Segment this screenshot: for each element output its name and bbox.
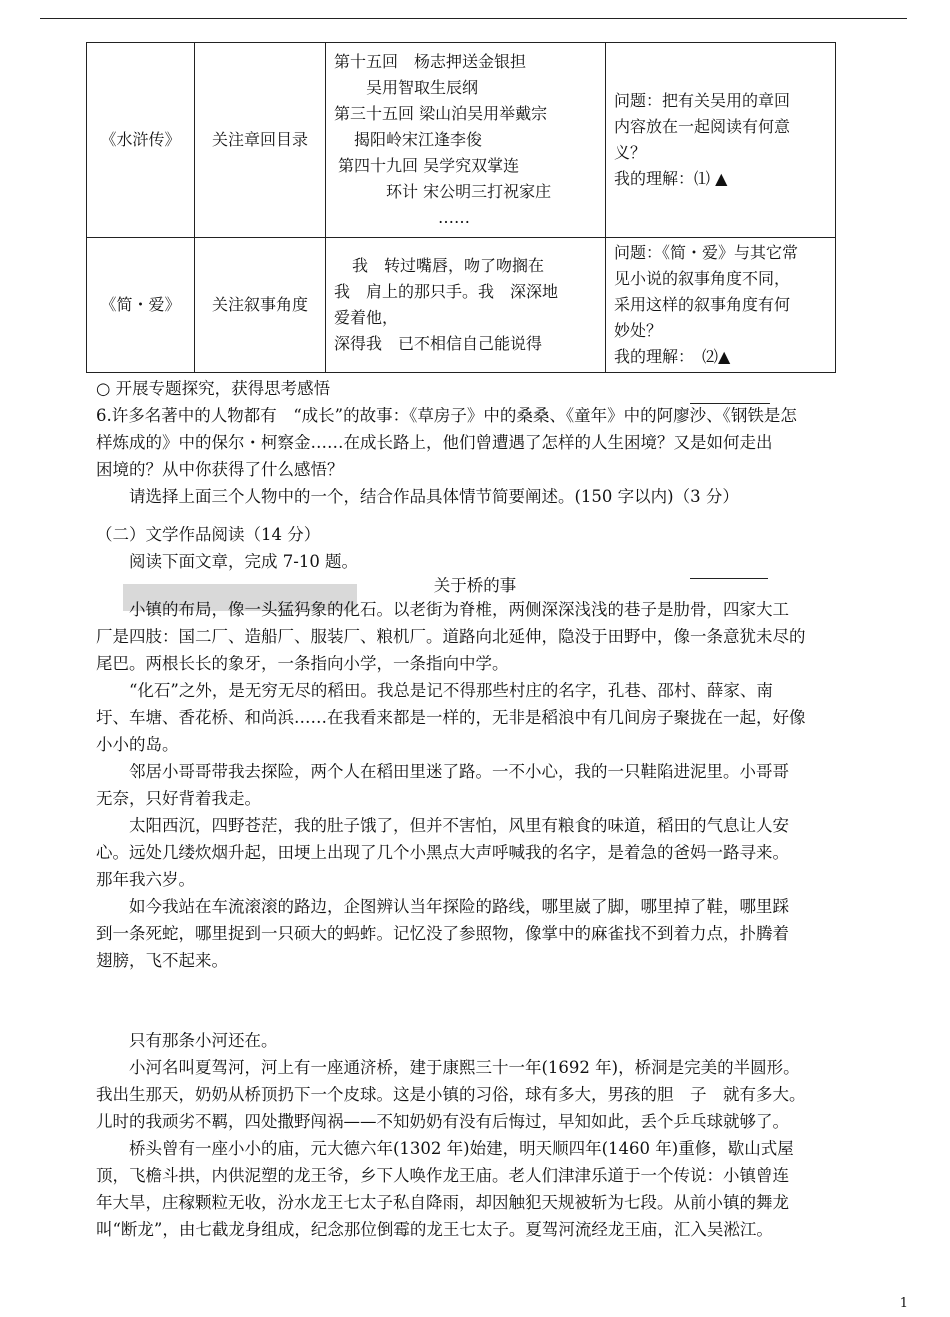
paragraph-line: 我出生那天，奶奶从桥顶扔下一个皮球。这是小镇的习俗，球有多大，男孩的胆 子 就有多大。: [96, 1085, 806, 1104]
part-2-instruction: 阅读下面文章，完成 7-10 题。: [129, 552, 359, 571]
question-line: 问题：《简・爱》与其它常: [614, 243, 799, 262]
paragraph-line: 到一条死蛇，哪里捉到一只硕大的蚂蚱。记忆没了参照物，像掌中的麻雀找不到着力点，扑腾着: [96, 924, 789, 943]
reading-guide-table: [86, 42, 836, 373]
part-2-heading: （二）文学作品阅读（14 分）: [96, 525, 321, 544]
table-row: [87, 238, 836, 373]
header-rule: [40, 18, 907, 19]
article-body-1: [96, 596, 856, 974]
part-2-header: [96, 521, 856, 575]
paragraph-line: 如今我站在车流滚滚的路边，企图辨认当年探险的路线，哪里崴了脚，哪里掉了鞋，哪里踩: [129, 897, 789, 916]
paragraph-line: 太阳西沉，四野苍茫，我的肚子饿了，但并不害怕，风里有粮食的味道，稻田的气息让人安: [129, 816, 789, 835]
question-6-block: [96, 375, 856, 510]
question-6-line: 6.许多名著中的人物都有 “成长”的故事：《草房子》中的桑桑、《童年》中的阿廖沙、《钢铁是怎: [96, 406, 797, 425]
question-line: 采用这样的叙事角度有何: [614, 295, 791, 314]
chapter-line: 揭阳岭宋江逢李俊: [354, 130, 483, 149]
chapter-line: ……: [438, 208, 470, 227]
chapter-line: 第十五回 杨志押送金银担: [334, 52, 527, 71]
article-body-2: [96, 1027, 856, 1243]
focus-cell: 关注章回目录: [195, 43, 326, 238]
quote-line: 我 肩上的那只手。我 深深地: [334, 282, 559, 301]
chapter-list-cell: [326, 43, 606, 238]
question-line: 义？: [614, 143, 647, 162]
paragraph-line: 翅膀，飞不起来。: [96, 951, 228, 970]
answer-rule: [690, 403, 770, 404]
question-6-line: 样炼成的》中的保尔・柯察金……在成长路上，他们曾遭遇了怎样的人生困境？又是如何走出: [96, 433, 773, 452]
question-line: 内容放在一起阅读有何意: [614, 117, 791, 136]
paragraph-line: 桥头曾有一座小小的庙，元大德六年(1302 年)始建，明天顺四年(1460 年)重修，歇山式屋: [129, 1139, 794, 1158]
question-6-line: 困境的？从中你获得了什么感悟？: [96, 460, 344, 479]
paragraph-line: 小镇的布局，像一头猛犸象的化石。以老街为脊椎，两侧深深浅浅的巷子是肋骨，四家大工: [129, 600, 789, 619]
paragraph-line: “化石”之外，是无穷无尽的稻田。我总是记不得那些村庄的名字，孔巷、邵村、薛家、南: [129, 681, 773, 700]
book-cell: 《水浒传》: [87, 43, 195, 238]
question-line: 我的理解：⑴ ▲: [614, 169, 728, 188]
chapter-line: 第三十五回 梁山泊吴用举戴宗: [334, 104, 548, 123]
question-line: 妙处？: [614, 321, 663, 340]
paragraph-line: 邻居小哥哥带我去探险，两个人在稻田里迷了路。一不小心，我的一只鞋陷进泥里。小哥哥: [129, 762, 789, 781]
section-heading: ○ 开展专题探究，获得思考感悟: [96, 379, 331, 398]
chapter-line: 吴用智取生辰纲: [366, 78, 479, 97]
question-line: 见小说的叙事角度不同，: [614, 269, 791, 288]
book-cell: 《简・爱》: [87, 238, 195, 373]
paragraph-line: 儿时的我顽劣不羁，四处撒野闯祸——不知奶奶有没有后悔过，早知如此，丢个乒乓球就够了。: [96, 1112, 789, 1131]
quote-line: 我 转过嘴唇，吻了吻搁在: [352, 256, 545, 275]
paragraph-line: 无奈，只好背着我走。: [96, 789, 261, 808]
paragraph-line: 尾巴。两根长长的象牙，一条指向小学，一条指向中学。: [96, 654, 509, 673]
question-line: 问题：把有关吴用的章回: [614, 91, 791, 110]
paragraph-line: 小河名叫夏驾河，河上有一座通济桥，建于康熙三十一年(1692 年)，桥洞是完美的半圆形。: [129, 1058, 800, 1077]
quote-line: 深得我 已不相信自己能说得: [334, 334, 543, 353]
paragraph-line: 那年我六岁。: [96, 870, 195, 889]
paragraph-line: 顶，飞檐斗拱，内供泥塑的龙王爷，乡下人唤作龙王庙。老人们津津乐道于一个传说：小镇曾连: [96, 1166, 789, 1185]
title-rule: [690, 578, 768, 579]
paragraph-line: 圩、车塘、香花桥、和尚浜……在我看来都是一样的，无非是稻浪中有几间房子聚拢在一起，好像: [96, 708, 806, 727]
article-title: 关于桥的事: [433, 576, 517, 595]
paragraph-line: 只有那条小河还在。: [129, 1031, 278, 1050]
paragraph-line: 小小的岛。: [96, 735, 179, 754]
question-cell: [606, 238, 836, 373]
question-cell: [606, 43, 836, 238]
paragraph-line: 心。远处几缕炊烟升起，田埂上出现了几个小黑点大声呼喊我的名字，是着急的爸妈一路寻来。: [96, 843, 789, 862]
chapter-line: 环计 宋公明三打祝家庄: [386, 182, 552, 201]
question-6-instruction: 请选择上面三个人物中的一个，结合作品具体情节简要阐述。(150 字以内)（3 分）: [129, 487, 739, 506]
quote-cell: [326, 238, 606, 373]
question-line: 我的理解： ⑵▲: [614, 347, 731, 366]
quote-line: 爱着他，: [334, 308, 399, 327]
paragraph-line: 厂是四肢：国二厂、造船厂、服装厂、粮机厂。道路向北延伸，隐没于田野中，像一条意犹未尽的: [96, 627, 806, 646]
table-row: [87, 43, 836, 238]
chapter-line: 第四十九回 吴学究双掌连: [338, 156, 520, 175]
paragraph-line: 叫“断龙”，由七截龙身组成，纪念那位倒霉的龙王七太子。夏驾河流经龙王庙，汇入吴淞江。: [96, 1220, 773, 1239]
page-number: 1: [899, 1296, 908, 1311]
paragraph-line: 年大旱，庄稼颗粒无收，汾水龙王七太子私自降雨，却因触犯天规被斩为七段。从前小镇的舞龙: [96, 1193, 789, 1212]
focus-cell: 关注叙事角度: [195, 238, 326, 373]
